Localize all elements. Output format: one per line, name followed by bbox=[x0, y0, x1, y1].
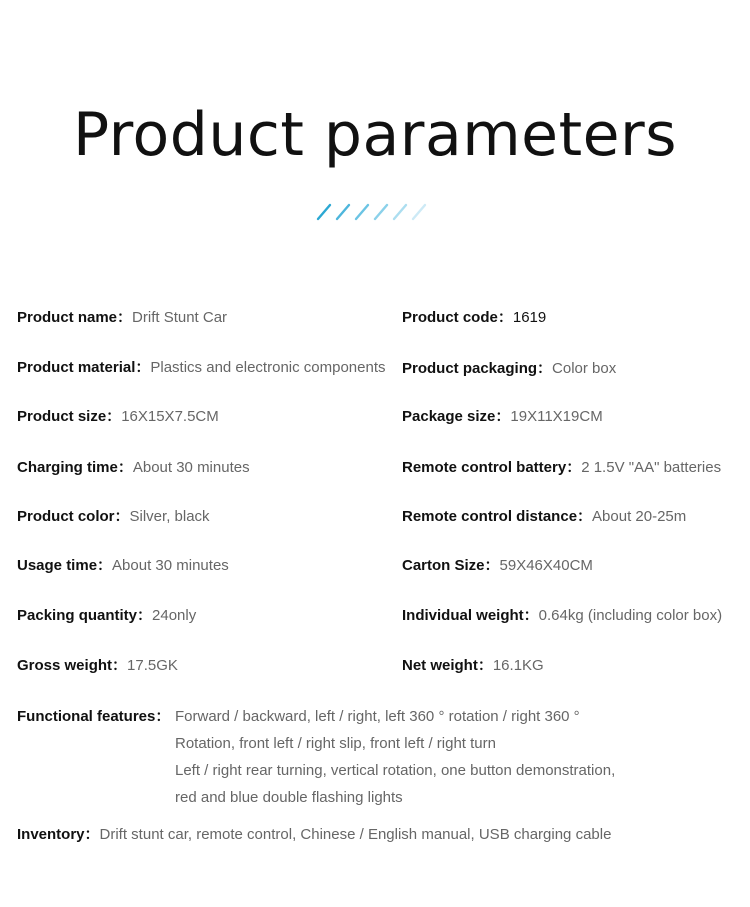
divider-slash bbox=[356, 205, 368, 219]
param-product-size bbox=[17, 407, 219, 427]
param-key: Product color： bbox=[17, 508, 130, 525]
param-value: About 20-25m bbox=[592, 508, 687, 525]
param-product-color bbox=[17, 507, 210, 527]
param-key: Remote control distance： bbox=[402, 508, 593, 525]
param-key: Carton Size： bbox=[402, 557, 500, 574]
param-key: Product size： bbox=[17, 408, 122, 425]
param-usage-time bbox=[17, 556, 229, 576]
param-key: Usage time： bbox=[17, 557, 113, 574]
param-key: Net weight： bbox=[402, 657, 493, 674]
param-key: Packing quantity： bbox=[17, 607, 153, 624]
param-value: 24only bbox=[152, 607, 197, 624]
param-product-packaging bbox=[402, 359, 616, 379]
param-value: Silver, black bbox=[129, 508, 210, 525]
param-remote-control-distance bbox=[402, 507, 686, 527]
param-key: Product name： bbox=[17, 309, 133, 326]
param-individual-weight bbox=[402, 606, 722, 626]
param-gross-weight bbox=[17, 656, 178, 676]
param-value: Plastics and electronic components bbox=[150, 359, 386, 376]
param-value: 16X15X7.5CM bbox=[121, 408, 219, 425]
divider-slash bbox=[394, 205, 406, 219]
decorative-divider bbox=[0, 202, 750, 227]
param-value: 59X46X40CM bbox=[499, 557, 593, 574]
param-product-code bbox=[402, 308, 546, 328]
inventory-value: Drift stunt car, remote control, Chinese / English manual, USB charging cable bbox=[99, 826, 612, 843]
feature-line: Rotation, front left / right slip, front left / right turn bbox=[175, 735, 496, 752]
param-package-size bbox=[402, 407, 603, 427]
param-value: About 30 minutes bbox=[112, 557, 229, 574]
functional-features-label: Functional features： bbox=[17, 708, 171, 725]
param-value: 19X11X19CM bbox=[510, 408, 603, 425]
param-key: Product material： bbox=[17, 359, 151, 376]
param-value: 1619 bbox=[512, 309, 547, 326]
feature-line: Left / right rear turning, vertical rotation, one button demonstration, bbox=[175, 762, 616, 779]
functional-features-lines bbox=[175, 707, 735, 815]
param-product-name bbox=[17, 308, 227, 328]
inventory bbox=[17, 825, 611, 845]
slash-divider-icon bbox=[315, 202, 435, 222]
param-value: Color box bbox=[552, 360, 617, 377]
param-carton-size bbox=[402, 556, 593, 576]
page-title: Product parameters bbox=[73, 100, 677, 170]
divider-slash bbox=[413, 205, 425, 219]
param-value: About 30 minutes bbox=[132, 459, 250, 476]
inventory-label: Inventory： bbox=[17, 826, 100, 843]
param-value: 0.64kg (including color box) bbox=[538, 607, 723, 624]
divider-slash bbox=[375, 205, 387, 219]
param-key: Individual weight： bbox=[402, 607, 539, 624]
param-value: 2 1.5V "AA" batteries bbox=[581, 459, 722, 476]
param-key: Product packaging： bbox=[402, 360, 553, 377]
param-remote-control-battery bbox=[402, 458, 721, 478]
param-value: 16.1KG bbox=[492, 657, 544, 674]
divider-slash bbox=[337, 205, 349, 219]
divider-slash bbox=[318, 205, 330, 219]
param-value: Drift Stunt Car bbox=[132, 309, 228, 326]
param-product-material bbox=[17, 358, 386, 378]
param-key: Charging time： bbox=[17, 459, 133, 476]
param-key: Gross weight： bbox=[17, 657, 128, 674]
param-charging-time bbox=[17, 458, 250, 478]
param-key: Package size： bbox=[402, 408, 511, 425]
param-key: Product code： bbox=[402, 309, 513, 326]
param-net-weight bbox=[402, 656, 544, 676]
param-packing-quantity bbox=[17, 606, 196, 626]
param-key: Remote control battery： bbox=[402, 459, 582, 476]
param-value: 17.5GK bbox=[127, 657, 178, 674]
feature-line: red and blue double flashing lights bbox=[175, 789, 403, 806]
feature-line: Forward / backward, left / right, left 360 ° rotation / right 360 ° bbox=[175, 708, 580, 725]
